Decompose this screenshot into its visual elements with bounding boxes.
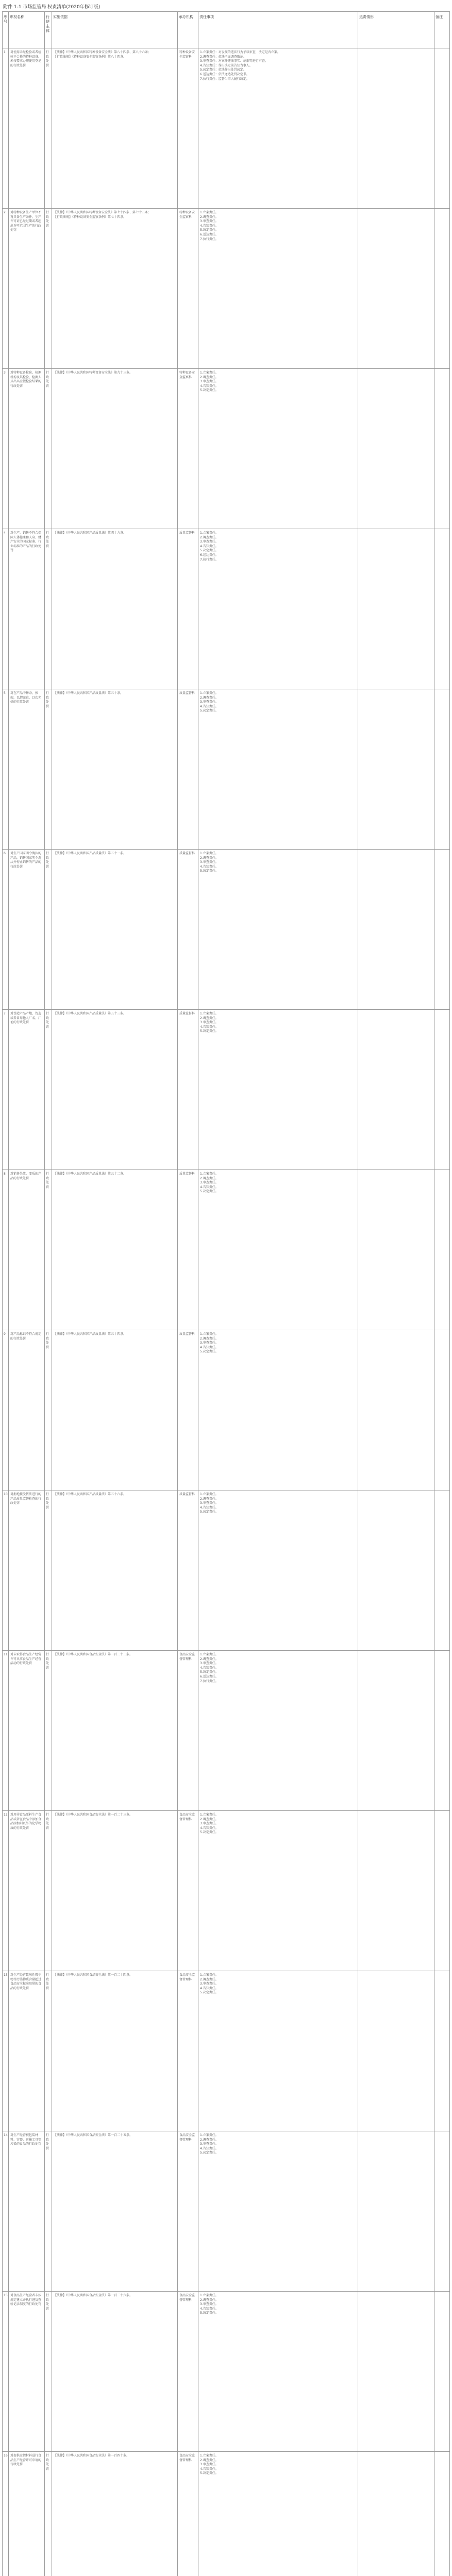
responsible-department-cell bbox=[178, 1010, 198, 1170]
legal-basis: 【法律】《中华人民共和国特种设备安全法》第八十四条、第八十六条; 【行政法规】《特种设备安全监察条例》第八十四条。 bbox=[54, 50, 149, 59]
accountability-situations-cell bbox=[358, 1330, 434, 1490]
column-header: 行使主体 bbox=[45, 12, 52, 48]
responsibility-items-cell bbox=[198, 2131, 358, 2292]
responsible-department: 特种设备安全监察科 bbox=[179, 50, 195, 59]
accountability-situations bbox=[358, 1971, 434, 1975]
responsibility-items-cell bbox=[198, 850, 358, 1010]
power-name: 对特种设备检验、检测机构及其检验、检测人员出具虚假检验结果的行政处罚 bbox=[10, 371, 42, 388]
power-name-cell bbox=[9, 1971, 45, 2131]
accountability-situations bbox=[358, 2452, 434, 2456]
column-header: 承办机构 bbox=[178, 12, 198, 48]
responsible-department-cell bbox=[178, 850, 198, 1010]
responsible-department: 质量监督科 bbox=[179, 1493, 195, 1496]
responsible-department-cell bbox=[178, 529, 198, 689]
power-type-cell bbox=[45, 1971, 52, 2131]
table-row bbox=[3, 209, 450, 369]
responsibility-items: 1.立案责任。 2.调查责任。 3.审查责任。 4.告知责任。 5.决定责任。 bbox=[200, 1813, 219, 1835]
power-type-cell bbox=[45, 1330, 52, 1490]
legal-basis: 【法律】《中华人民共和国产品质量法》第五十四条。 bbox=[54, 1332, 127, 1336]
row-number: 15 bbox=[4, 2294, 8, 2297]
accountability-situations-cell bbox=[358, 1490, 434, 1651]
responsibility-items: 1.立案责任。 2.调查责任。 3.审查责任。 4.告知责任。 5.决定责任。 bbox=[200, 1172, 219, 1194]
power-name: 对生产经营致病性微生物等污染物质含量超过食品安全标准限量的食品的行政处罚 bbox=[10, 1973, 42, 1990]
responsibility-items: 1.立案责任。 2.调查责任。 3.审查责任。 4.告知责任。 5.决定责任。 bbox=[200, 1332, 219, 1354]
responsibility-items: 1.立案责任。 2.调查责任。 3.审查责任。 4.告知责任。 5.决定责任。 bbox=[200, 1012, 219, 1033]
responsibility-items: 1.立案责任。 2.调查责任。 3.审查责任。 4.告知责任。 5.决定责任。 bbox=[200, 2294, 219, 2315]
column-header: 序号 bbox=[3, 12, 9, 48]
accountability-situations-cell bbox=[358, 1010, 434, 1170]
remarks-cell bbox=[434, 1971, 450, 2131]
responsible-department: 食品安全监督管理科 bbox=[179, 1973, 195, 1981]
responsible-department-cell bbox=[178, 2292, 198, 2452]
accountability-situations-cell bbox=[358, 2452, 434, 2576]
power-name-cell bbox=[9, 689, 45, 850]
power-type: 行政处罚 bbox=[46, 2133, 49, 2150]
remarks bbox=[434, 2452, 449, 2456]
legal-basis: 【法律】《中华人民共和国特种设备安全法》第九十三条。 bbox=[54, 371, 133, 375]
power-type-cell bbox=[45, 369, 52, 529]
accountability-situations bbox=[358, 369, 434, 373]
responsibility-items-cell bbox=[198, 48, 358, 209]
power-name: 对未取得食品生产经营许可从事食品生产经营活动的行政处罚 bbox=[10, 1653, 42, 1666]
remarks bbox=[434, 48, 449, 53]
row-number: 8 bbox=[4, 1172, 6, 1176]
remarks-cell bbox=[434, 1170, 450, 1330]
row-number: 4 bbox=[4, 531, 6, 535]
table-caption: 附件 1-1 市场监管局 权责清单(2020年修订版) bbox=[3, 5, 101, 10]
column-header: 责任事项 bbox=[198, 12, 358, 48]
power-type: 行政处罚 bbox=[46, 211, 49, 228]
power-name: 对产品标识不符合规定的行政处罚 bbox=[10, 1332, 42, 1341]
row-number: 10 bbox=[4, 1493, 8, 1496]
remarks bbox=[434, 369, 449, 373]
power-name-cell bbox=[9, 1170, 45, 1330]
responsible-department: 食品安全监督管理科 bbox=[179, 2454, 195, 2462]
row-number-cell bbox=[3, 209, 9, 369]
column-header: 职权名称 bbox=[9, 12, 45, 48]
power-name-cell bbox=[9, 2131, 45, 2292]
power-name: 对生产经营被包装材料、容器、运输工具等污染的食品的行政处罚 bbox=[10, 2133, 42, 2146]
power-type: 行政处罚 bbox=[46, 1813, 49, 1830]
row-number-cell bbox=[3, 48, 9, 209]
legal-basis-cell bbox=[52, 689, 178, 850]
power-name-cell bbox=[9, 1010, 45, 1170]
responsible-department: 质量监督科 bbox=[179, 531, 195, 535]
legal-basis-cell bbox=[52, 209, 178, 369]
legal-basis-cell bbox=[52, 1490, 178, 1651]
legal-basis-cell bbox=[52, 1651, 178, 1811]
remarks bbox=[434, 1651, 449, 1655]
responsibility-items-cell bbox=[198, 1330, 358, 1490]
remarks-cell bbox=[434, 1330, 450, 1490]
power-type: 行政处罚 bbox=[46, 1012, 49, 1029]
power-name-cell bbox=[9, 1330, 45, 1490]
table-row bbox=[3, 689, 450, 850]
remarks-cell bbox=[434, 209, 450, 369]
power-type: 行政处罚 bbox=[46, 1653, 49, 1670]
row-number-cell bbox=[3, 689, 9, 850]
accountability-situations bbox=[358, 1330, 434, 1334]
power-name: 对生产国家明令淘汰的产品，销售国家明令淘汰并停止销售的产品的行政处罚 bbox=[10, 852, 42, 869]
row-number-cell bbox=[3, 529, 9, 689]
accountability-situations-cell bbox=[358, 689, 434, 850]
column-header: 实施依据 bbox=[52, 12, 178, 48]
row-number: 9 bbox=[4, 1332, 6, 1336]
row-number-cell bbox=[3, 1010, 9, 1170]
table-row bbox=[3, 1010, 450, 1170]
responsibility-items: 1.立案责任。 2.调查责任。 3.审查责任。 4.告知责任。 5.决定责任。 6.送达责任。 7.执行责任。 bbox=[200, 531, 219, 562]
power-name-cell bbox=[9, 529, 45, 689]
row-number-cell bbox=[3, 2131, 9, 2292]
remarks bbox=[434, 1971, 449, 1975]
row-number: 6 bbox=[4, 852, 6, 855]
power-name: 对伪造产品产地，伪造或者冒用他人厂名、厂址的行政处罚 bbox=[10, 1012, 42, 1025]
table-row bbox=[3, 1330, 450, 1490]
responsible-department-cell bbox=[178, 369, 198, 529]
responsible-department: 质量监督科 bbox=[179, 852, 195, 855]
accountability-situations bbox=[358, 850, 434, 854]
row-number: 12 bbox=[4, 1813, 8, 1817]
remarks-cell bbox=[434, 2131, 450, 2292]
accountability-situations bbox=[358, 529, 434, 533]
legal-basis-cell bbox=[52, 2131, 178, 2292]
power-type: 行政处罚 bbox=[46, 1332, 49, 1349]
remarks bbox=[434, 529, 449, 533]
legal-basis-cell bbox=[52, 48, 178, 209]
power-type-cell bbox=[45, 1010, 52, 1170]
power-name: 对生产、销售不符合保障人体健康和人身、财产安全的国家标准、行业标准的产品的行政处罚 bbox=[10, 531, 42, 553]
accountability-situations-cell bbox=[358, 48, 434, 209]
remarks bbox=[434, 1010, 449, 1014]
power-type-cell bbox=[45, 689, 52, 850]
responsible-department-cell bbox=[178, 209, 198, 369]
remarks bbox=[434, 1170, 449, 1174]
power-name: 对在产品中掺杂、掺假，以假充真，以次充好的行政处罚 bbox=[10, 691, 42, 704]
legal-basis: 【法律】《中华人民共和国产品质量法》第五十一条。 bbox=[54, 852, 127, 855]
power-name-cell bbox=[9, 1811, 45, 1971]
table-row bbox=[3, 1170, 450, 1330]
responsible-department: 质量监督科 bbox=[179, 1012, 195, 1015]
responsibility-items-cell bbox=[198, 2292, 358, 2452]
legal-basis-cell bbox=[52, 2292, 178, 2452]
power-type: 行政处罚 bbox=[46, 852, 49, 869]
responsibility-items: 1.立案责任。 2.调查责任。 3.审查责任。 4.告知责任。 5.决定责任。 6.送达责任。 7.执行责任。 bbox=[200, 1653, 219, 1683]
accountability-situations-cell bbox=[358, 369, 434, 529]
power-type: 行政处罚 bbox=[46, 1973, 49, 1990]
legal-basis: 【法律】《中华人民共和国产品质量法》第五十二条。 bbox=[54, 1172, 127, 1176]
remarks-cell bbox=[434, 689, 450, 850]
power-type: 行政处罚 bbox=[46, 1493, 49, 1510]
power-type-cell bbox=[45, 1490, 52, 1651]
responsible-department-cell bbox=[178, 1170, 198, 1330]
power-type-cell bbox=[45, 2292, 52, 2452]
legal-basis: 【法律】《中华人民共和国产品质量法》第五十条。 bbox=[54, 691, 124, 695]
accountability-situations-cell bbox=[358, 2292, 434, 2452]
legal-basis-cell bbox=[52, 1170, 178, 1330]
row-number-cell bbox=[3, 2452, 9, 2576]
power-name-cell bbox=[9, 2292, 45, 2452]
responsibility-items-cell bbox=[198, 1651, 358, 1811]
power-type-cell bbox=[45, 1170, 52, 1330]
power-name: 对食品生产经营者未按规定建立并执行进货查验记录制度的行政处罚 bbox=[10, 2294, 42, 2307]
power-type-cell bbox=[45, 2131, 52, 2292]
remarks bbox=[434, 1330, 449, 1334]
responsibility-items: 1.立案责任。 2.调查责任。 3.审查责任。 4.告知责任。 5.决定责任。 bbox=[200, 1493, 219, 1514]
responsible-department-cell bbox=[178, 1330, 198, 1490]
power-type-cell bbox=[45, 2452, 52, 2576]
table-row bbox=[3, 369, 450, 529]
responsibility-items-cell bbox=[198, 369, 358, 529]
power-type-cell bbox=[45, 48, 52, 209]
responsible-department-cell bbox=[178, 1651, 198, 1811]
remarks bbox=[434, 2292, 449, 2296]
responsible-department: 特种设备安全监察科 bbox=[179, 211, 195, 219]
responsibility-items-cell bbox=[198, 1170, 358, 1330]
legal-basis: 【法律】《中华人民共和国食品安全法》第一百二十五条。 bbox=[54, 2133, 133, 2137]
remarks-cell bbox=[434, 1811, 450, 1971]
power-type: 行政处罚 bbox=[46, 1172, 49, 1189]
responsibility-items-cell bbox=[198, 529, 358, 689]
remarks-cell bbox=[434, 2452, 450, 2576]
responsibility-items-cell bbox=[198, 209, 358, 369]
row-number: 5 bbox=[4, 691, 6, 695]
responsible-department-cell bbox=[178, 48, 198, 209]
accountability-situations bbox=[358, 1490, 434, 1495]
legal-basis: 【法律】《中华人民共和国食品安全法》第一百二十四条。 bbox=[54, 1973, 133, 1977]
legal-basis-cell bbox=[52, 2452, 178, 2576]
accountability-situations-cell bbox=[358, 1170, 434, 1330]
accountability-situations bbox=[358, 1811, 434, 1815]
responsibility-items-cell bbox=[198, 2452, 358, 2576]
row-number-cell bbox=[3, 1971, 9, 2131]
remarks bbox=[434, 2131, 449, 2136]
accountability-situations-cell bbox=[358, 529, 434, 689]
legal-basis-cell bbox=[52, 369, 178, 529]
table-row bbox=[3, 1651, 450, 1811]
legal-basis: 【法律】《中华人民共和国产品质量法》第四十九条。 bbox=[54, 531, 127, 535]
responsible-department: 质量监督科 bbox=[179, 1332, 195, 1336]
responsibility-items: 1.立案责任。 2.调查责任。 3.审查责任。 4.告知责任。 5.决定责任。 bbox=[200, 371, 219, 393]
accountability-situations bbox=[358, 1010, 434, 1014]
responsible-department: 食品安全监督管理科 bbox=[179, 2133, 195, 2142]
table-row bbox=[3, 1971, 450, 2131]
responsible-department: 质量监督科 bbox=[179, 691, 195, 695]
power-type-cell bbox=[45, 209, 52, 369]
row-number-cell bbox=[3, 1490, 9, 1651]
legal-basis: 【法律】《中华人民共和国食品安全法》第一百二十六条。 bbox=[54, 2294, 133, 2297]
power-name-cell bbox=[9, 209, 45, 369]
power-type: 行政处罚 bbox=[46, 371, 49, 388]
remarks-cell bbox=[434, 1010, 450, 1170]
accountability-situations bbox=[358, 2131, 434, 2136]
responsible-department-cell bbox=[178, 1811, 198, 1971]
legal-basis-cell bbox=[52, 1811, 178, 1971]
row-number-cell bbox=[3, 2292, 9, 2452]
column-header: 备注 bbox=[434, 12, 450, 48]
legal-basis-cell bbox=[52, 850, 178, 1010]
row-number: 13 bbox=[4, 1973, 8, 1977]
row-number-cell bbox=[3, 850, 9, 1010]
accountability-situations-cell bbox=[358, 209, 434, 369]
responsible-department: 食品安全监督管理科 bbox=[179, 2294, 195, 2302]
responsible-department-cell bbox=[178, 689, 198, 850]
accountability-situations-cell bbox=[358, 2131, 434, 2292]
table-row bbox=[3, 529, 450, 689]
legal-basis-cell bbox=[52, 1010, 178, 1170]
legal-basis: 【法律】《中华人民共和国食品安全法》第一百二十三条。 bbox=[54, 1813, 133, 1817]
accountability-situations-cell bbox=[358, 850, 434, 1010]
row-number: 14 bbox=[4, 2133, 8, 2137]
accountability-situations bbox=[358, 689, 434, 693]
row-number-cell bbox=[3, 1811, 9, 1971]
remarks-cell bbox=[434, 1490, 450, 1651]
table-row bbox=[3, 2131, 450, 2292]
remarks-cell bbox=[434, 850, 450, 1010]
responsibility-items: 1.立案责任：对发现的违法行为予以审查，决定是否立案。 2.调查责任：依法全面调查取证。 3.审查责任：对案件违法事实、证据等进行审查。 4.告知责任：作出决定前告知当事人。 5.决定责任：依法作出处罚决定。 6.送达责任：依法送达处罚决定书。 7.执行责任：监督当事人履行决定。 bbox=[200, 50, 280, 81]
responsible-department-cell bbox=[178, 1971, 198, 2131]
power-name-cell bbox=[9, 2452, 45, 2576]
responsible-department-cell bbox=[178, 1490, 198, 1651]
table-row bbox=[3, 850, 450, 1010]
legal-basis-cell bbox=[52, 1330, 178, 1490]
remarks-cell bbox=[434, 529, 450, 689]
row-number: 7 bbox=[4, 1012, 6, 1015]
accountability-situations-cell bbox=[358, 1971, 434, 2131]
remarks bbox=[434, 850, 449, 854]
legal-basis: 【法律】《中华人民共和国产品质量法》第五十六条。 bbox=[54, 1493, 127, 1496]
table-row bbox=[3, 1811, 450, 1971]
legal-basis: 【法律】《中华人民共和国产品质量法》第五十三条。 bbox=[54, 1012, 127, 1015]
column-header: 追责情形 bbox=[358, 12, 434, 48]
power-name-cell bbox=[9, 369, 45, 529]
table-row bbox=[3, 2292, 450, 2452]
power-name: 对用非食品原料生产食品或者在食品中添加食品添加剂以外的化学物质的行政处罚 bbox=[10, 1813, 42, 1830]
power-name-cell bbox=[9, 1490, 45, 1651]
row-number: 1 bbox=[4, 50, 6, 54]
power-name: 对特种设备生产单位不再具备生产条件、生产许可证已经过期或者超出许可范围生产的行政处罚 bbox=[10, 211, 42, 232]
accountability-situations bbox=[358, 1170, 434, 1174]
power-name-cell bbox=[9, 850, 45, 1010]
accountability-situations-cell bbox=[358, 1651, 434, 1811]
table-row bbox=[3, 2452, 450, 2576]
power-type: 行政处罚 bbox=[46, 691, 49, 708]
power-type: 行政处罚 bbox=[46, 50, 49, 67]
responsibility-items-cell bbox=[198, 1811, 358, 1971]
accountability-situations bbox=[358, 2292, 434, 2296]
legal-basis-cell bbox=[52, 1971, 178, 2131]
row-number: 2 bbox=[4, 211, 6, 214]
responsible-department: 质量监督科 bbox=[179, 1172, 195, 1176]
responsible-department: 特种设备安全监察科 bbox=[179, 371, 195, 379]
row-number: 11 bbox=[4, 1653, 8, 1656]
accountability-situations-cell bbox=[358, 1811, 434, 1971]
responsible-department: 食品安全监督管理科 bbox=[179, 1813, 195, 1821]
responsibility-items-cell bbox=[198, 1971, 358, 2131]
responsibility-items-cell bbox=[198, 1490, 358, 1651]
row-number: 3 bbox=[4, 371, 6, 375]
accountability-situations bbox=[358, 48, 434, 53]
responsibility-items: 1.立案责任。 2.调查责任。 3.审查责任。 4.告知责任。 5.决定责任。 bbox=[200, 852, 219, 873]
responsibility-table bbox=[2, 11, 450, 2576]
legal-basis: 【法律】《中华人民共和国特种设备安全法》第七十四条、第七十五条; 【行政法规】《特种设备安全监察条例》第七十四条。 bbox=[54, 211, 149, 219]
responsibility-items: 1.立案责任。 2.调查责任。 3.审查责任。 4.告知责任。 5.决定责任。 bbox=[200, 691, 219, 713]
table-row bbox=[3, 48, 450, 209]
remarks-cell bbox=[434, 369, 450, 529]
row-number-cell bbox=[3, 1170, 9, 1330]
responsible-department-cell bbox=[178, 2131, 198, 2292]
accountability-situations bbox=[358, 209, 434, 213]
remarks bbox=[434, 1490, 449, 1495]
remarks-cell bbox=[434, 48, 450, 209]
power-name: 对拒绝接受依法进行的产品质量监督检查的行政处罚 bbox=[10, 1493, 42, 1505]
remarks-cell bbox=[434, 1651, 450, 1811]
responsibility-items: 1.立案责任。 2.调查责任。 3.审查责任。 4.告知责任。 5.决定责任。 bbox=[200, 2454, 219, 2476]
remarks-cell bbox=[434, 2292, 450, 2452]
power-name: 对销售失效、变质的产品的行政处罚 bbox=[10, 1172, 42, 1180]
power-type-cell bbox=[45, 1811, 52, 1971]
responsibility-items-cell bbox=[198, 689, 358, 850]
responsibility-items-cell bbox=[198, 1010, 358, 1170]
power-name: 对提供虚假材料进行食品生产经营许可申请的行政处罚 bbox=[10, 2454, 42, 2467]
power-name: 对使用未经检验或者检验不合格的特种设备、未按要求办理使用登记的行政处罚 bbox=[10, 50, 42, 67]
legal-basis: 【法律】《中华人民共和国食品安全法》第一百四十条。 bbox=[54, 2454, 130, 2458]
row-number: 16 bbox=[4, 2454, 8, 2458]
power-type-cell bbox=[45, 1651, 52, 1811]
power-name-cell bbox=[9, 1651, 45, 1811]
remarks bbox=[434, 689, 449, 693]
responsibility-items: 1.立案责任。 2.调查责任。 3.审查责任。 4.告知责任。 5.决定责任。 6.送达责任。 7.执行责任。 bbox=[200, 211, 219, 241]
power-name-cell bbox=[9, 48, 45, 209]
table-header-row bbox=[3, 12, 450, 48]
row-number-cell bbox=[3, 1651, 9, 1811]
row-number-cell bbox=[3, 1330, 9, 1490]
power-type: 行政处罚 bbox=[46, 2454, 49, 2471]
legal-basis: 【法律】《中华人民共和国食品安全法》第一百二十二条。 bbox=[54, 1653, 133, 1656]
responsible-department: 食品安全监督管理科 bbox=[179, 1653, 195, 1661]
legal-basis-cell bbox=[52, 529, 178, 689]
remarks bbox=[434, 1811, 449, 1815]
power-type: 行政处罚 bbox=[46, 531, 49, 548]
responsible-department-cell bbox=[178, 2452, 198, 2576]
remarks bbox=[434, 209, 449, 213]
responsibility-items: 1.立案责任。 2.调查责任。 3.审查责任。 4.告知责任。 5.决定责任。 bbox=[200, 1973, 219, 1995]
power-type-cell bbox=[45, 529, 52, 689]
power-type: 行政处罚 bbox=[46, 2294, 49, 2311]
table-row bbox=[3, 1490, 450, 1651]
power-type-cell bbox=[45, 850, 52, 1010]
accountability-situations bbox=[358, 1651, 434, 1655]
responsibility-items: 1.立案责任。 2.调查责任。 3.审查责任。 4.告知责任。 5.决定责任。 bbox=[200, 2133, 219, 2155]
row-number-cell bbox=[3, 369, 9, 529]
